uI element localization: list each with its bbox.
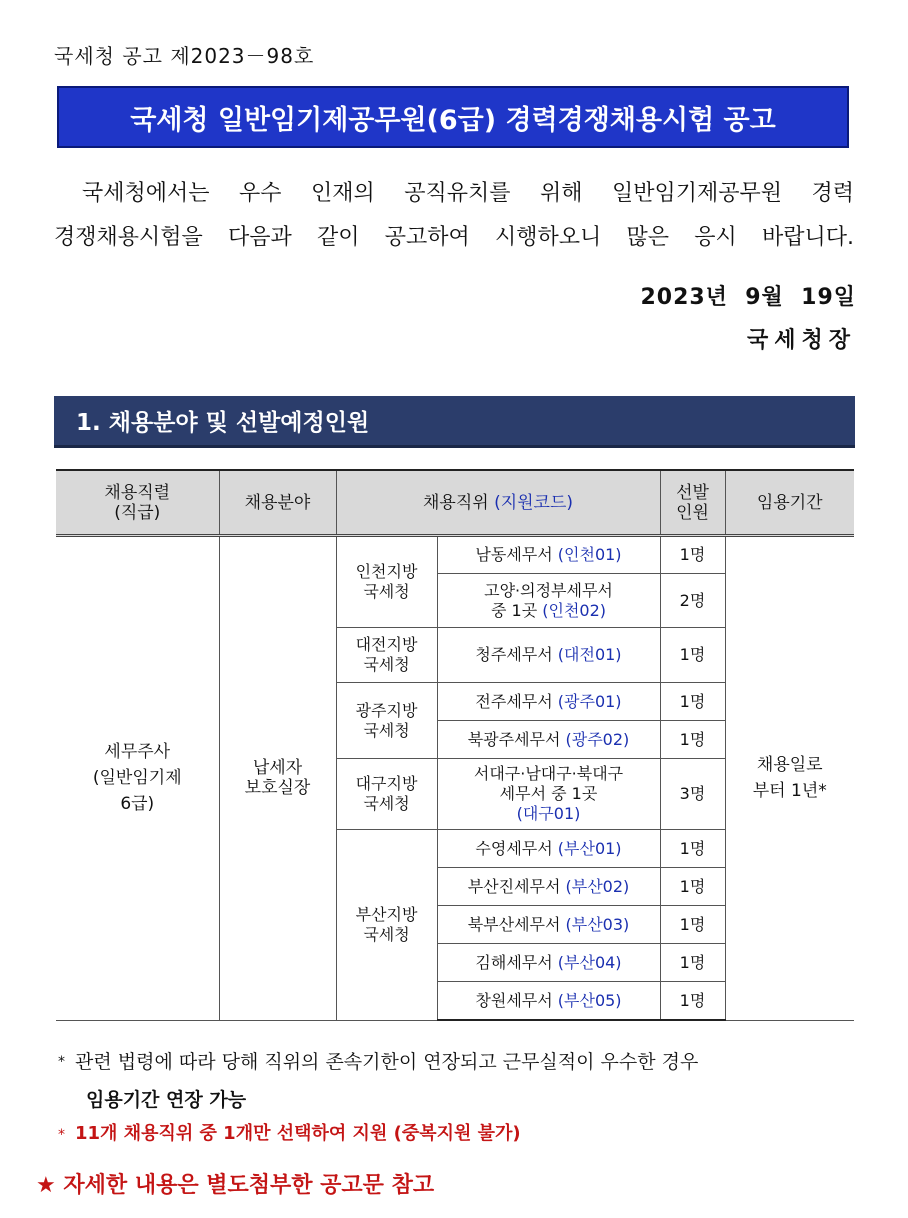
- position-name: 부산진세무서: [467, 876, 566, 896]
- position-code: (대전01): [557, 645, 622, 664]
- position-name: 북광주세무서: [467, 729, 566, 749]
- note-single-application-text: 11개 채용직위 중 1개만 선택하여 지원 (중복지원 불가): [75, 1123, 521, 1144]
- cell-office-daegu: 대구지방 국세청: [336, 759, 437, 830]
- cell-position: [437, 574, 660, 628]
- cell-count: 2명: [660, 574, 725, 628]
- cell-position: [437, 536, 660, 574]
- reference-text: 자세한 내용은 별도첨부한 공고문 참고: [63, 1173, 435, 1198]
- cell-count: 1명: [660, 982, 725, 1021]
- section-title-recruitment: 1. 채용분야 및 선발예정인원: [54, 396, 855, 448]
- cell-count: 1명: [660, 721, 725, 759]
- cell-count: 1명: [660, 944, 725, 982]
- intro-line-2: 경쟁채용시험을 다음과 같이 공고하여 시행하오니 많은 응시 바랍니다.: [54, 225, 854, 250]
- notice-title: 국세청 일반임기제공무원(6급) 경력경쟁채용시험 공고: [57, 86, 849, 148]
- cell-office-incheon: 인천지방 국세청: [336, 536, 437, 628]
- header-period: 임용기간: [725, 470, 854, 536]
- table-header-row: [56, 470, 854, 536]
- note-extension-line-1: 관련 법령에 따라 당해 직위의 존속기한이 연장되고 근무실적이 우수한 경우: [75, 1051, 699, 1073]
- position-name: 창원세무서: [475, 990, 558, 1010]
- cell-position: [437, 683, 660, 721]
- issuer: 국세청장: [746, 328, 856, 353]
- cell-office-daejeon: 대전지방 국세청: [336, 628, 437, 683]
- cell-count: 1명: [660, 683, 725, 721]
- position-code: (부산01): [557, 838, 622, 858]
- cell-count: 1명: [660, 830, 725, 868]
- asterisk-mark: *: [58, 1054, 65, 1070]
- position-name: 고양·의정부세무서 중 1곳: [484, 580, 613, 620]
- position-code: (부산02): [565, 876, 630, 896]
- position-code: (인천02): [542, 600, 607, 620]
- cell-position: [437, 906, 660, 944]
- cell-count: 1명: [660, 536, 725, 574]
- cell-count: 1명: [660, 906, 725, 944]
- position-code: (부산03): [565, 914, 630, 934]
- position-name: 서대구·남대구·북대구 세무서 중 1곳: [473, 764, 624, 803]
- header-count: 선발 인원: [660, 470, 725, 536]
- cell-position: [437, 721, 660, 759]
- intro-line-1: 국세청에서는 우수 인재의 공직유치를 위해 일반임기제공무원 경력: [82, 181, 854, 206]
- header-field: 채용분야: [219, 470, 336, 536]
- cell-count: 1명: [660, 628, 725, 683]
- cell-position: [437, 982, 660, 1021]
- cell-office-busan: 부산지방 국세청: [336, 830, 437, 1021]
- table-row: [56, 536, 854, 574]
- cell-count: 1명: [660, 868, 725, 906]
- position-code: (대구01): [516, 804, 581, 823]
- note-single-application: [58, 1119, 521, 1145]
- header-position: [336, 470, 660, 536]
- reference-note: [36, 1168, 434, 1199]
- position-code: (부산04): [557, 952, 622, 972]
- position-name: 청주세무서: [475, 645, 558, 664]
- cell-position: [437, 944, 660, 982]
- position-code: (광주01): [557, 691, 622, 711]
- note-extension: [58, 1044, 850, 1118]
- header-position-label: 채용직위: [422, 492, 495, 513]
- position-name: 남동세무서: [475, 545, 558, 564]
- header-grade: 채용직렬 (직급): [56, 470, 219, 536]
- position-name: 수영세무서: [475, 838, 558, 858]
- cell-field: 납세자 보호실장: [219, 536, 336, 1021]
- position-code: (인천01): [557, 545, 622, 564]
- cell-grade: 세무주사 (일반임기제 6급): [56, 536, 219, 1021]
- cell-position: [437, 628, 660, 683]
- asterisk-mark: *: [58, 1127, 65, 1143]
- cell-position: [437, 759, 660, 830]
- intro-paragraph: [54, 172, 854, 260]
- cell-position: [437, 830, 660, 868]
- position-name: 김해세무서: [475, 952, 558, 972]
- cell-office-gwangju: 광주지방 국세청: [336, 683, 437, 759]
- cell-period: 채용일로 부터 1년*: [725, 536, 854, 1021]
- notice-date: 2023년 9월 19일: [640, 285, 856, 310]
- cell-count: 3명: [660, 759, 725, 830]
- recruitment-table: [56, 469, 854, 1021]
- note-extension-line-2: 임용기간 연장 가능: [86, 1089, 247, 1111]
- star-icon: ★: [36, 1173, 56, 1198]
- position-code: (부산05): [557, 990, 622, 1010]
- notice-number: 국세청 공고 제2023－98호: [54, 44, 315, 68]
- cell-position: [437, 868, 660, 906]
- position-name: 전주세무서: [475, 691, 558, 711]
- header-position-code: (지원코드): [494, 492, 574, 513]
- position-name: 북부산세무서: [467, 914, 566, 934]
- position-code: (광주02): [565, 729, 630, 749]
